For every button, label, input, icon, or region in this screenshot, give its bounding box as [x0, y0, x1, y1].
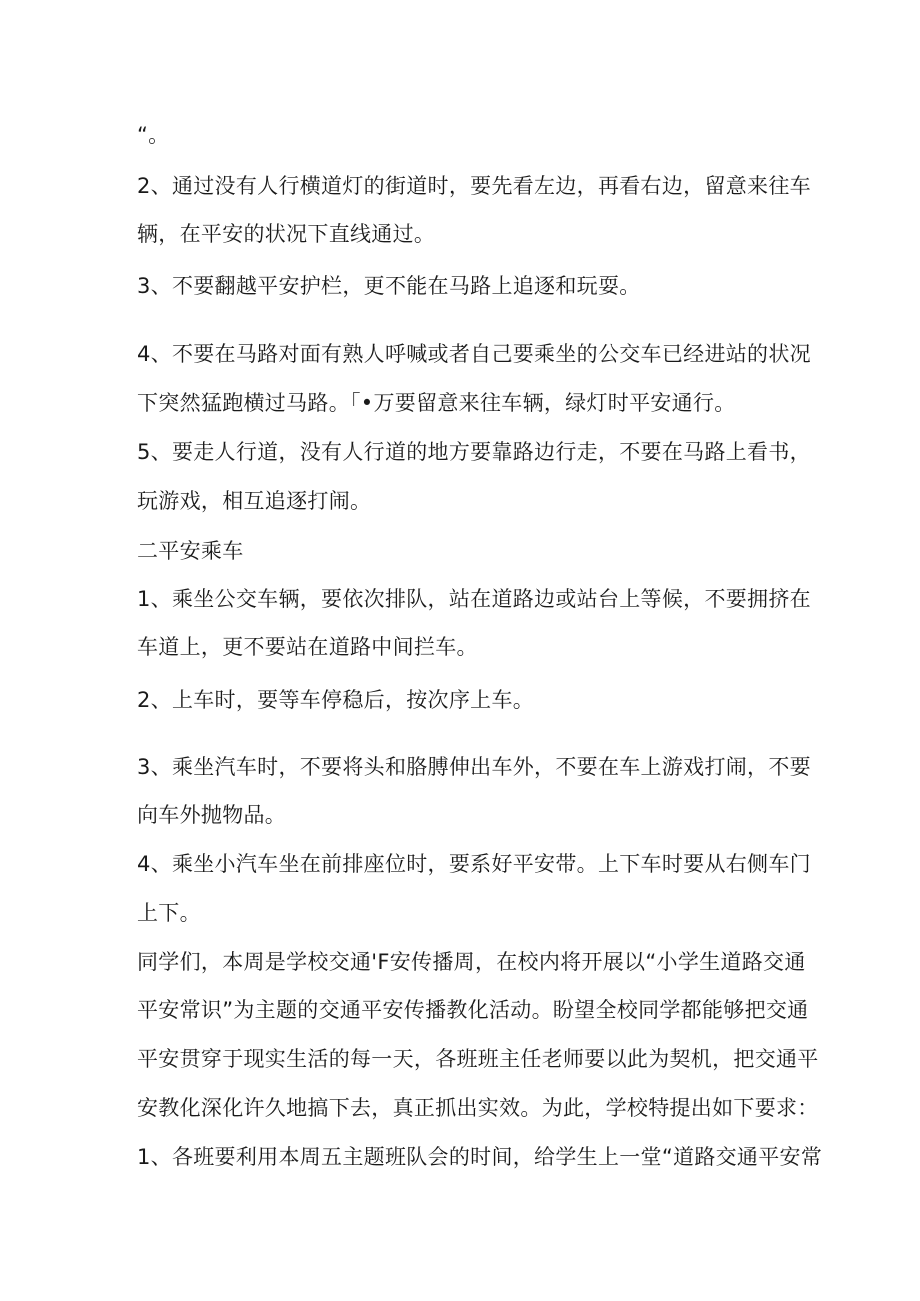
- text-line-rule-5-cont: 玩游戏，相互追逐打闹。: [137, 489, 372, 513]
- text-line-notice-3: 平安贯穿于现实生活的每一天，各班班主任老师要以此为契机，把交通平: [137, 1047, 819, 1071]
- text-line-rule-4: 4、不要在马路对面有熟人呼喊或者自己要乘坐的公交车已经进站的状况: [137, 342, 811, 366]
- text-line-notice-4: 安教化深化许久地搞下去，真正抓出实效。为此，学校特提出如下要求：: [137, 1096, 819, 1120]
- text-line-ride-3: 3、乘坐汽车时，不要将头和胳膊伸出车外，不要在车上游戏打闹，不要: [137, 755, 811, 779]
- text-line-rule-4-cont: 下突然猛跑横过马路。「•万要留意来往车辆，绿灯时平安通行。: [137, 391, 736, 415]
- text-line-rule-5: 5、要走人行道，没有人行道的地方要靠路边行走，不要在马路上看书，: [137, 440, 811, 464]
- text-line-ride-1: 1、乘坐公交车辆，要依次排队，站在道路边或站台上等候，不要拥挤在: [137, 587, 811, 611]
- text-line-notice-1: 同学们，本周是学校交通'F安传播周，在校内将开展以“小学生道路交通: [137, 950, 806, 974]
- text-line-rule-2-cont: 辆，在平安的状况下直线通过。: [137, 222, 436, 246]
- text-line-fragment: “。: [137, 123, 170, 147]
- text-line-ride-2: 2、上车时，要等车停稳后，按次序上车。: [137, 688, 535, 712]
- text-line-ride-4-cont: 上下。: [137, 901, 201, 925]
- section-heading: 二平安乘车: [137, 539, 244, 563]
- text-line-ride-1-cont: 车道上，更不要站在道路中间拦车。: [137, 635, 478, 659]
- text-line-requirement-1: 1、各班要利用本周五主题班队会的时间，给学生上一堂“道路交通平安常: [137, 1145, 823, 1169]
- text-line-rule-2: 2、通过没有人行横道灯的街道时，要先看左边，再看右边，留意来往车: [137, 174, 811, 198]
- text-line-notice-2: 平安常识”为主题的交通平安传播教化活动。盼望全校同学都能够把交通: [137, 998, 809, 1022]
- text-line-ride-3-cont: 向车外抛物品。: [137, 803, 287, 827]
- text-line-rule-3: 3、不要翻越平安护栏，更不能在马路上追逐和玩耍。: [137, 274, 641, 298]
- text-line-ride-4: 4、乘坐小汽车坐在前排座位时，要系好平安带。上下车时要从右侧车门: [137, 852, 811, 876]
